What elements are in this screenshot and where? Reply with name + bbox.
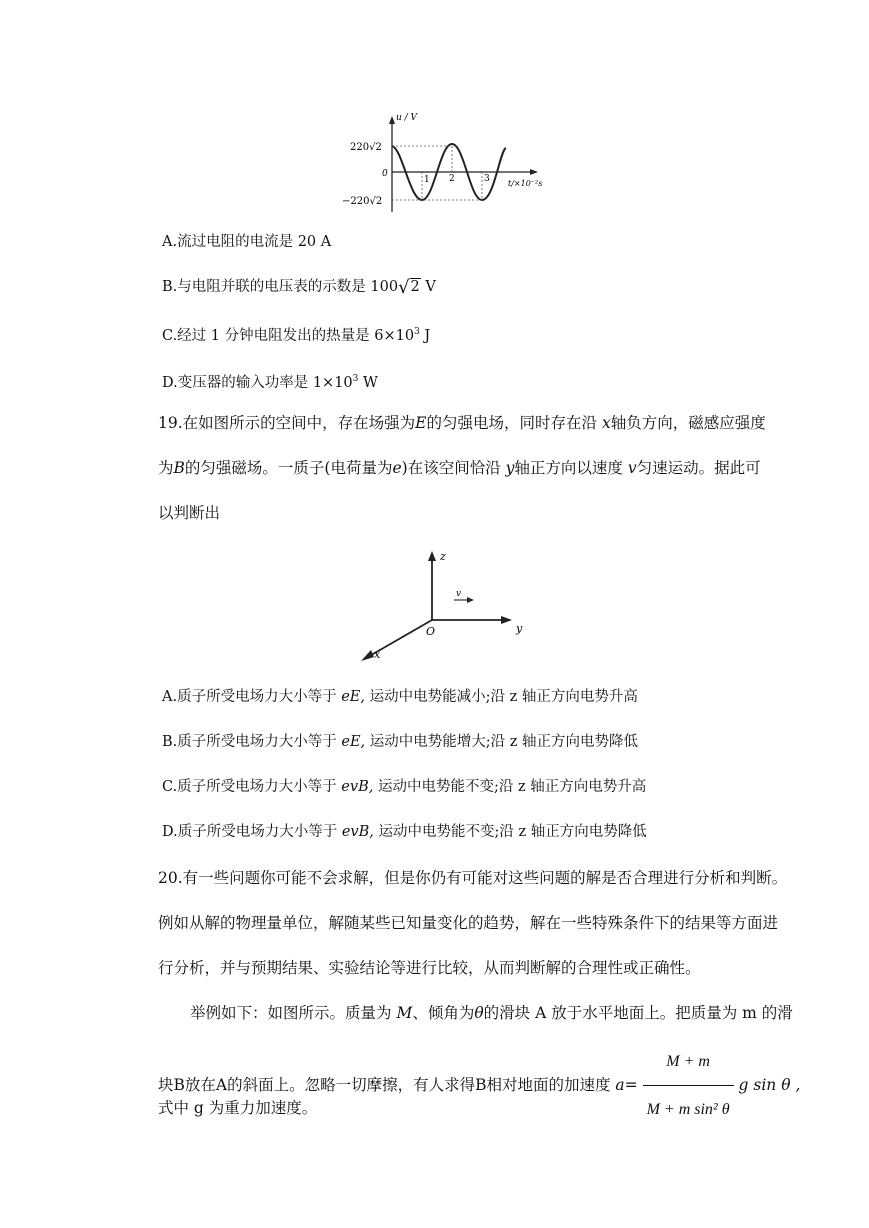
q20-line-4: 举例如下：如图所示。质量为 M、倾角为θ的滑块 A 放于水平地面上。把质量为 m 的滑 — [190, 1004, 793, 1022]
q19-line-2: 为B的匀强磁场。一质子(电荷量为e)在该空间恰沿 y轴正方向以速度 v匀速运动。据此可 — [158, 459, 761, 477]
q18-option-a: A.流过电阻的电流是 20 A — [162, 234, 332, 250]
v-label: v — [456, 589, 462, 599]
q19-line-1: 19.在如图所示的空间中，存在场强为E的匀强电场，同时存在沿 x轴负方向，磁感应强度 — [158, 414, 766, 432]
q19-option-b: B.质子所受电场力大小等于 eE, 运动中电势能增大;沿 z 轴正方向电势降低 — [162, 734, 639, 750]
coordinate-axes-figure — [360, 545, 560, 670]
q20-line-1: 20.有一些问题你可能不会求解，但是你仍有可能对这些问题的解是否合理进行分析和判断。 — [158, 869, 788, 887]
q19-option-c: C.质子所受电场力大小等于 evB, 运动中电势能不变;沿 z 轴正方向电势升高 — [162, 779, 647, 795]
tick-3: 3 — [484, 174, 490, 184]
q19-option-d: D.质子所受电场力大小等于 evB, 运动中电势能不变;沿 z 轴正方向电势降低 — [162, 824, 647, 840]
q19-line-3: 以判断出 — [158, 504, 221, 522]
q18-option-d: D.变压器的输入功率是 $1\times 10^3$ W — [162, 374, 378, 391]
sqrt-symbol: √2 — [398, 277, 420, 298]
q18-option-b: B.与电阻并联的电压表的示数是 100√2 V — [162, 277, 436, 298]
z-label: z — [440, 550, 446, 563]
y-label: y — [516, 622, 523, 635]
voltage-waveform-figure — [340, 110, 570, 220]
min-label: −220√2 — [342, 196, 383, 207]
tick-1: 1 — [424, 175, 430, 185]
q19-option-a: A.质子所受电场力大小等于 eE, 运动中电势能减小;沿 z 轴正方向电势升高 — [162, 689, 638, 705]
max-label: 220√2 — [350, 142, 382, 153]
q18-option-c: C.经过 1 分钟电阻发出的热量是 $6\times 10^3$ J — [162, 327, 431, 344]
q20-line-5: 块B放在A的斜面上。忽略一切摩擦，有人求得B相对地面的加速度 a= $\frac{M + m}{\text{M + m sin² θ}}$ g sin θ , — [158, 1040, 800, 1132]
x-label: x — [374, 648, 381, 661]
acceleration-fraction: $\frac{M + m}{\text{M + m sin² θ}}$ — [643, 1040, 734, 1132]
y-axis-label: u / V — [396, 113, 418, 123]
o-label: O — [426, 625, 436, 638]
x-axis-label: t/×10⁻²s — [508, 179, 543, 188]
origin-label: 0 — [382, 169, 388, 179]
q20-line-3: 行分析，并与预期结果、实验结论等进行比较，从而判断解的合理性或正确性。 — [158, 959, 701, 977]
q20-line-6: 式中 g 为重力加速度。 — [158, 1099, 318, 1117]
tick-2: 2 — [449, 174, 455, 184]
q20-line-2: 例如从解的物理量单位，解随某些已知量变化的趋势，解在一些特殊条件下的结果等方面进 — [158, 914, 779, 932]
